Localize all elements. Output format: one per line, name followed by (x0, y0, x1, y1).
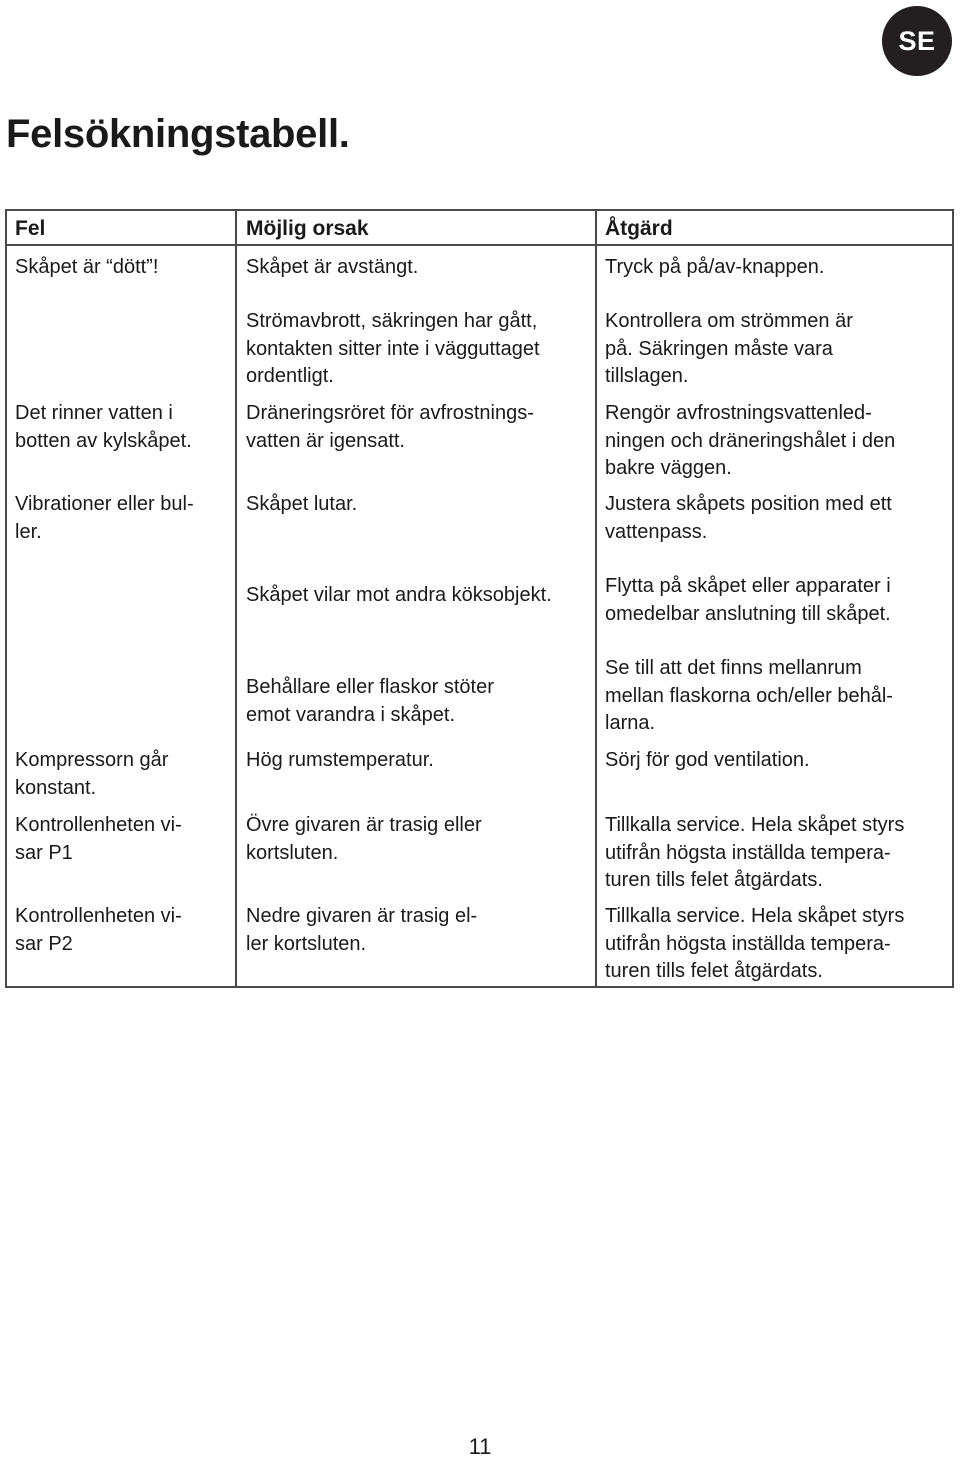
table-cell-fel: Skåpet är “dött”! (15, 256, 159, 278)
table-cell-atgard: Tillkalla service. Hela skåpet styrs utifrån högsta inställda tempera- turen tills felet åtgärdats. (605, 814, 905, 891)
table-cell-fel: Kontrollenheten vi- sar P2 (15, 905, 182, 955)
header-mojlig-orsak: Möjlig orsak (246, 217, 369, 240)
language-badge: SE (882, 6, 952, 76)
table-cell-atgard: Sörj för god ventilation. (605, 749, 810, 771)
table-cell-fel: Vibrationer eller bul- ler. (15, 493, 194, 543)
table-cell-orsak: Hög rumstemperatur. (246, 749, 434, 771)
troubleshooting-table (5, 209, 954, 988)
table-cell-orsak: Övre givaren är trasig eller kortsluten. (246, 814, 482, 864)
header-atgard: Åtgärd (605, 217, 673, 240)
table-cell-fel: Det rinner vatten i botten av kylskåpet. (15, 402, 192, 452)
table-cell-atgard: Flytta på skåpet eller apparater i omedelbar anslutning till skåpet. (605, 575, 891, 625)
table-cell-orsak: Dräneringsröret för avfrostnings- vatten är igensatt. (246, 402, 534, 452)
table-cell-atgard: Rengör avfrostningsvattenled- ningen och dräneringshålet i den bakre väggen. (605, 402, 896, 479)
table-cell-atgard: Tryck på på/av-knappen. (605, 256, 825, 278)
table-cell-atgard: Justera skåpets position med ett vattenpass. (605, 493, 892, 543)
table-cell-fel: Kompressorn går konstant. (15, 749, 169, 799)
table-cell-orsak: Nedre givaren är trasig el- ler kortsluten. (246, 905, 478, 955)
table-cell-orsak: Skåpet är avstängt. (246, 256, 419, 278)
header-divider (7, 244, 952, 246)
table-cell-atgard: Tillkalla service. Hela skåpet styrs utifrån högsta inställda tempera- turen tills felet åtgärdats. (605, 905, 905, 982)
table-cell-orsak: Skåpet lutar. (246, 493, 358, 515)
page-number: 11 (468, 1434, 492, 1459)
table-cell-orsak: Strömavbrott, säkringen har gått, kontakten sitter inte i vägguttaget ordentligt. (246, 310, 540, 387)
table-cell-orsak: Behållare eller flaskor stöter emot varandra i skåpet. (246, 676, 494, 726)
table-cell-orsak: Skåpet vilar mot andra köksobjekt. (246, 584, 552, 606)
table-cell-fel: Kontrollenheten vi- sar P1 (15, 814, 182, 864)
column-divider (235, 211, 237, 986)
table-cell-atgard: Kontrollera om strömmen är på. Säkringen måste vara tillslagen. (605, 310, 853, 387)
header-fel: Fel (15, 217, 46, 240)
page-title: Felsökningstabell. (6, 112, 350, 156)
column-divider (595, 211, 597, 986)
table-cell-atgard: Se till att det finns mellanrum mellan flaskorna och/eller behål- larna. (605, 657, 893, 734)
